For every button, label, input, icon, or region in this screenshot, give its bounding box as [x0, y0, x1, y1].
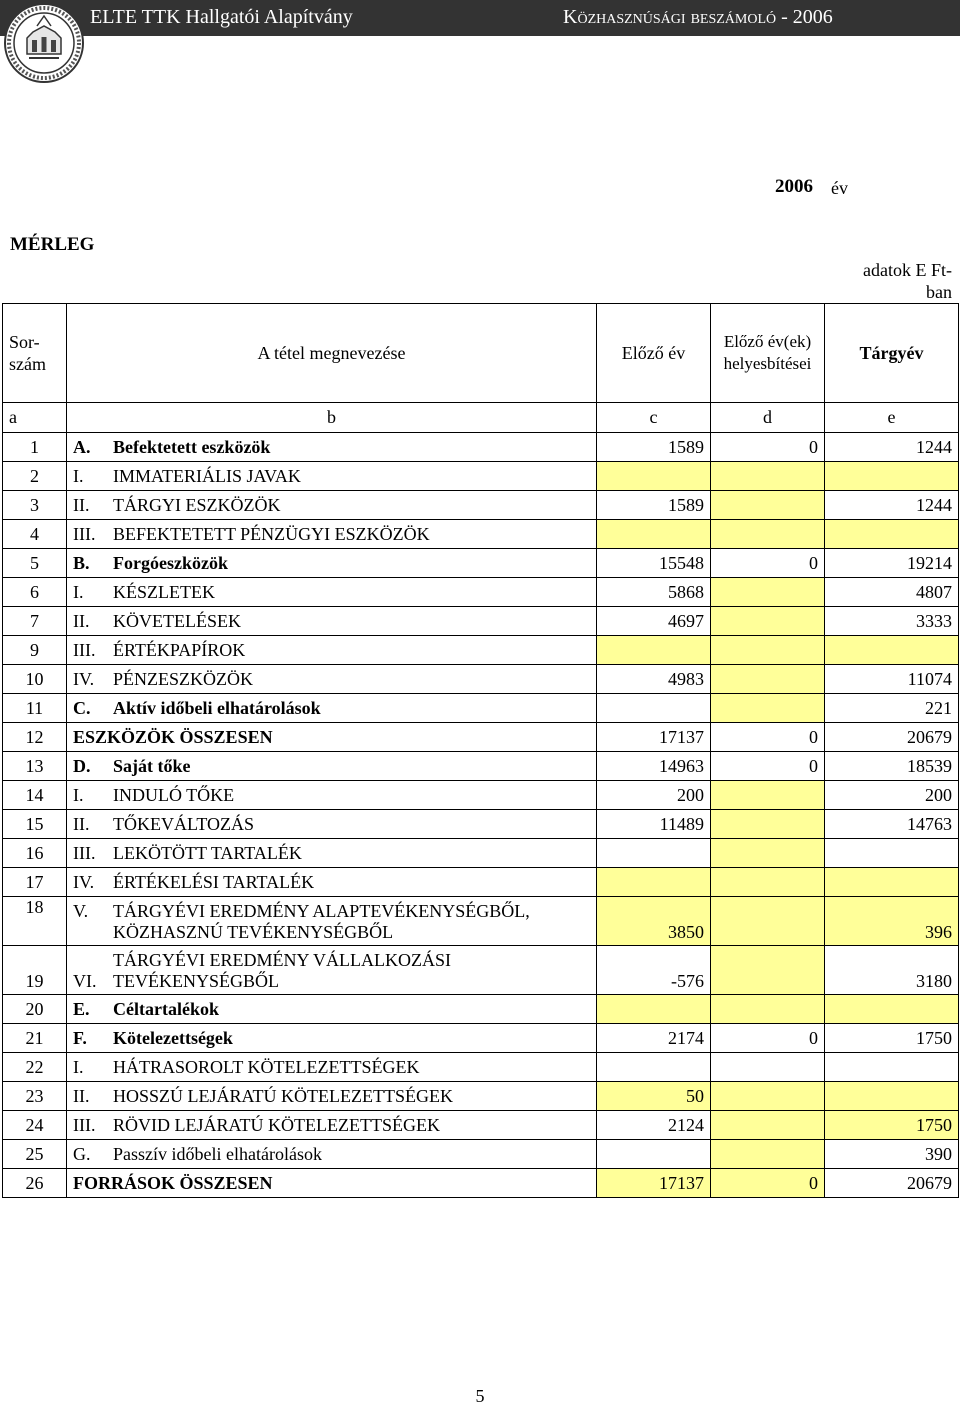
row-label-cell	[67, 607, 597, 636]
adjustment-value	[711, 578, 825, 607]
row-label: Befektetett eszközök	[113, 436, 271, 457]
column-header-sorszam: Sor-szám	[3, 304, 67, 403]
prev-year-value: 5868	[597, 578, 711, 607]
table-row	[3, 520, 959, 549]
row-label-continued: KÖZHASZNÚ TEVÉKENYSÉGBŐL	[113, 922, 394, 942]
current-year-value: 390	[825, 1140, 959, 1169]
row-label: ÉRTÉKELÉSI TARTALÉK	[113, 871, 315, 892]
row-number: 1	[3, 433, 67, 462]
row-label-cell	[67, 1169, 597, 1198]
table-row	[3, 549, 959, 578]
prev-year-value	[597, 995, 711, 1024]
adjustment-value	[711, 491, 825, 520]
table-row	[3, 868, 959, 897]
column-header-current-year: Tárgyév	[825, 304, 959, 403]
row-label-cell	[67, 549, 597, 578]
row-number: 10	[3, 665, 67, 694]
row-label: Kötelezettségek	[113, 1027, 233, 1048]
table-row	[3, 1169, 959, 1198]
row-number: 4	[3, 520, 67, 549]
adjustment-value	[711, 462, 825, 491]
row-code: C.	[73, 697, 91, 718]
row-label-cell	[67, 752, 597, 781]
column-letter-c: c	[597, 403, 711, 433]
row-label-cell	[67, 520, 597, 549]
row-label-cell	[67, 897, 597, 946]
row-code: III.	[73, 1114, 96, 1135]
row-label-cell	[67, 665, 597, 694]
table-row	[3, 839, 959, 868]
report-year: 2006	[775, 176, 813, 197]
current-year-value	[825, 1053, 959, 1082]
prev-year-value	[597, 1053, 711, 1082]
table-row	[3, 665, 959, 694]
adjustment-value	[711, 1082, 825, 1111]
row-label: KÉSZLETEK	[113, 581, 215, 602]
prev-year-value	[597, 839, 711, 868]
row-label: ÉRTÉKPAPÍROK	[113, 639, 246, 660]
row-label: Saját tőke	[113, 755, 191, 776]
prev-year-value: 4983	[597, 665, 711, 694]
row-number: 14	[3, 781, 67, 810]
table-row	[3, 578, 959, 607]
row-label-cell	[67, 1024, 597, 1053]
prev-year-value: 15548	[597, 549, 711, 578]
column-header-prev-year: Előző év	[597, 304, 711, 403]
current-year-value: 14763	[825, 810, 959, 839]
current-year-value: 3180	[825, 946, 959, 995]
adjustment-value: 0	[711, 752, 825, 781]
table-row	[3, 1053, 959, 1082]
table-row	[3, 946, 959, 995]
row-number: 20	[3, 995, 67, 1024]
prev-year-value: 14963	[597, 752, 711, 781]
adjustment-value	[711, 781, 825, 810]
current-year-value: 20679	[825, 1169, 959, 1198]
row-label: KÖVETELÉSEK	[113, 610, 241, 631]
row-number: 7	[3, 607, 67, 636]
prev-year-value: 3850	[597, 897, 711, 946]
prev-year-value	[597, 868, 711, 897]
row-number: 5	[3, 549, 67, 578]
row-code: II.	[73, 610, 90, 631]
prev-year-value: -576	[597, 946, 711, 995]
row-label: BEFEKTETETT PÉNZÜGYI ESZKÖZÖK	[113, 523, 430, 544]
row-label: ESZKÖZÖK ÖSSZESEN	[73, 726, 273, 747]
current-year-value	[825, 839, 959, 868]
current-year-value	[825, 1082, 959, 1111]
row-code: III.	[73, 639, 96, 660]
column-letter-e: e	[825, 403, 959, 433]
row-label-cell	[67, 1053, 597, 1082]
current-year-value: 1750	[825, 1111, 959, 1140]
row-label-cell	[67, 491, 597, 520]
row-label-cell	[67, 694, 597, 723]
row-code: III.	[73, 842, 96, 863]
table-row	[3, 607, 959, 636]
row-number: 9	[3, 636, 67, 665]
table-row	[3, 723, 959, 752]
table-header-row	[3, 304, 959, 403]
row-label: LEKÖTÖTT TARTALÉK	[113, 842, 302, 863]
column-header-name: A tétel megnevezése	[67, 304, 597, 403]
prev-year-value: 50	[597, 1082, 711, 1111]
adjustment-value: 0	[711, 1024, 825, 1053]
row-label-cell	[67, 995, 597, 1024]
row-label: Passzív időbeli elhatárolások	[113, 1143, 322, 1164]
table-row	[3, 1140, 959, 1169]
row-number: 26	[3, 1169, 67, 1198]
row-label: Céltartalékok	[113, 998, 219, 1019]
adjustment-value	[711, 1111, 825, 1140]
adjustment-value	[711, 1053, 825, 1082]
row-number: 17	[3, 868, 67, 897]
current-year-value	[825, 636, 959, 665]
report-title-rest: özhasznúsági beszámoló - 2006	[577, 6, 833, 28]
row-label-cell	[67, 1082, 597, 1111]
row-number: 24	[3, 1111, 67, 1140]
adjustment-value	[711, 607, 825, 636]
adjustment-value: 0	[711, 723, 825, 752]
current-year-value: 19214	[825, 549, 959, 578]
row-code: II.	[73, 1085, 90, 1106]
row-number: 12	[3, 723, 67, 752]
row-label-continued: TEVÉKENYSÉGBŐL	[113, 971, 279, 991]
table-row	[3, 1024, 959, 1053]
current-year-value: 11074	[825, 665, 959, 694]
prev-year-value	[597, 462, 711, 491]
adjustment-value	[711, 868, 825, 897]
row-label-cell	[67, 1111, 597, 1140]
prev-year-value: 1589	[597, 433, 711, 462]
row-label: TÁRGYÉVI EREDMÉNY ALAPTEVÉKENYSÉGBŐL,	[113, 901, 530, 921]
row-label: PÉNZESZKÖZÖK	[113, 668, 253, 689]
row-label-cell	[67, 868, 597, 897]
adjustment-value	[711, 946, 825, 995]
row-number: 25	[3, 1140, 67, 1169]
row-code: II.	[73, 494, 90, 515]
prev-year-value	[597, 520, 711, 549]
current-year-value: 4807	[825, 578, 959, 607]
current-year-value: 200	[825, 781, 959, 810]
report-year-unit: év	[831, 178, 848, 198]
column-letters-row	[3, 403, 959, 433]
table-row	[3, 781, 959, 810]
row-number: 2	[3, 462, 67, 491]
row-label: HÁTRASOROLT KÖTELEZETTSÉGEK	[113, 1056, 420, 1077]
row-label: TŐKEVÁLTOZÁS	[113, 813, 255, 834]
prev-year-value: 200	[597, 781, 711, 810]
table-row	[3, 897, 959, 946]
row-label: Forgóeszközök	[113, 552, 228, 573]
table-row	[3, 636, 959, 665]
row-code: IV.	[73, 668, 95, 689]
prev-year-value: 11489	[597, 810, 711, 839]
row-code: V.	[73, 901, 89, 921]
current-year-value	[825, 868, 959, 897]
adjustment-value: 0	[711, 1169, 825, 1198]
table-row	[3, 752, 959, 781]
adjustment-value	[711, 665, 825, 694]
row-number: 19	[3, 946, 67, 995]
row-label: Aktív időbeli elhatárolások	[113, 697, 321, 718]
adjustment-value	[711, 897, 825, 946]
adjustment-value: 0	[711, 433, 825, 462]
row-code: I.	[73, 581, 84, 602]
report-title	[563, 6, 833, 29]
row-label-cell	[67, 781, 597, 810]
row-code: D.	[73, 755, 91, 776]
table-row	[3, 810, 959, 839]
prev-year-value: 1589	[597, 491, 711, 520]
row-code: G.	[73, 1143, 91, 1164]
page-header	[0, 0, 960, 36]
table-row	[3, 433, 959, 462]
row-label-cell	[67, 1140, 597, 1169]
current-year-value: 1750	[825, 1024, 959, 1053]
row-label-cell	[67, 433, 597, 462]
table-row	[3, 1082, 959, 1111]
row-number: 18	[3, 897, 67, 946]
current-year-value: 1244	[825, 491, 959, 520]
row-number: 13	[3, 752, 67, 781]
row-code: I.	[73, 465, 84, 486]
row-code: I.	[73, 784, 84, 805]
row-number: 11	[3, 694, 67, 723]
row-label: INDULÓ TŐKE	[113, 784, 235, 805]
row-code: VI.	[73, 971, 97, 991]
row-number: 16	[3, 839, 67, 868]
row-code: A.	[73, 436, 91, 457]
column-letter-b: b	[67, 403, 597, 433]
prev-year-value: 2124	[597, 1111, 711, 1140]
row-label: TÁRGYÉVI EREDMÉNY VÁLLALKOZÁSI	[113, 950, 451, 970]
current-year-value: 396	[825, 897, 959, 946]
row-code: III.	[73, 523, 96, 544]
row-label-cell	[67, 810, 597, 839]
prev-year-value	[597, 694, 711, 723]
row-number: 23	[3, 1082, 67, 1111]
prev-year-value: 2174	[597, 1024, 711, 1053]
university-seal-icon	[3, 2, 85, 84]
row-number: 21	[3, 1024, 67, 1053]
adjustment-value	[711, 995, 825, 1024]
column-header-adjustments: Előző év(ek) helyesbítései	[711, 304, 825, 403]
prev-year-value: 17137	[597, 723, 711, 752]
row-label-cell	[67, 946, 597, 995]
row-label-cell	[67, 839, 597, 868]
row-code: IV.	[73, 871, 95, 892]
column-letter-d: d	[711, 403, 825, 433]
row-label: RÖVID LEJÁRATÚ KÖTELEZETTSÉGEK	[113, 1114, 440, 1135]
current-year-value: 221	[825, 694, 959, 723]
page-number: 5	[475, 1386, 485, 1406]
row-code: II.	[73, 813, 90, 834]
current-year-value: 1244	[825, 433, 959, 462]
row-label: TÁRGYI ESZKÖZÖK	[113, 494, 281, 515]
adjustment-value	[711, 694, 825, 723]
adjustment-value: 0	[711, 549, 825, 578]
table-row	[3, 694, 959, 723]
balance-sheet-table	[2, 303, 959, 1198]
row-code: F.	[73, 1027, 87, 1048]
row-code: B.	[73, 552, 90, 573]
current-year-value	[825, 520, 959, 549]
adjustment-value	[711, 636, 825, 665]
adjustment-value	[711, 810, 825, 839]
row-code: E.	[73, 998, 90, 1019]
page-title: MÉRLEG	[10, 234, 95, 255]
row-number: 15	[3, 810, 67, 839]
units-note: adatok E Ft-ban	[863, 260, 952, 302]
prev-year-value: 17137	[597, 1169, 711, 1198]
table-row	[3, 462, 959, 491]
adjustment-value	[711, 1140, 825, 1169]
row-label-cell	[67, 578, 597, 607]
adjustment-value	[711, 520, 825, 549]
row-label: FORRÁSOK ÖSSZESEN	[73, 1172, 273, 1193]
current-year-value: 20679	[825, 723, 959, 752]
row-label-cell	[67, 462, 597, 491]
current-year-value: 3333	[825, 607, 959, 636]
prev-year-value	[597, 1140, 711, 1169]
current-year-value	[825, 462, 959, 491]
prev-year-value: 4697	[597, 607, 711, 636]
adjustment-value	[711, 839, 825, 868]
row-code: I.	[73, 1056, 84, 1077]
row-number: 22	[3, 1053, 67, 1082]
prev-year-value	[597, 636, 711, 665]
table-row	[3, 1111, 959, 1140]
table-row	[3, 491, 959, 520]
current-year-value	[825, 995, 959, 1024]
row-label: HOSSZÚ LEJÁRATÚ KÖTELEZETTSÉGEK	[113, 1085, 453, 1106]
foundation-name: ELTE TTK Hallgatói Alapítvány	[90, 6, 353, 28]
row-label-cell	[67, 723, 597, 752]
row-label: IMMATERIÁLIS JAVAK	[113, 465, 301, 486]
report-title-initial: K	[563, 6, 578, 28]
column-letter-a: a	[3, 403, 67, 433]
table-row	[3, 995, 959, 1024]
row-label-cell	[67, 636, 597, 665]
row-number: 6	[3, 578, 67, 607]
current-year-value: 18539	[825, 752, 959, 781]
row-number: 3	[3, 491, 67, 520]
